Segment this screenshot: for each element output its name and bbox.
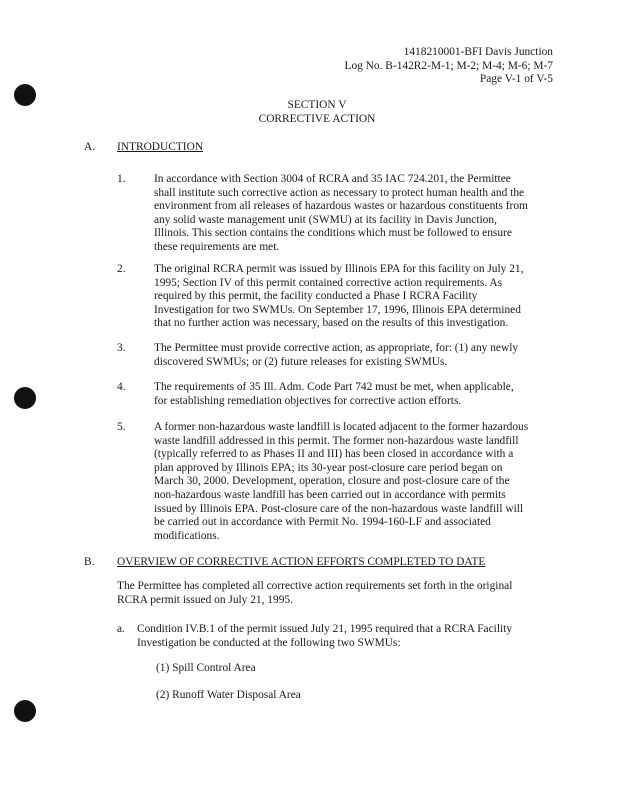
subitem-label: a. bbox=[117, 623, 125, 635]
item-number: 3. bbox=[117, 342, 126, 354]
list-item: In accordance with Section 3004 of RCRA and 35 IAC 724.201, the Permittee shall institute such corrective action as necessary to protect human health and the environment from all releases of hazardous wastes or hazardous constituents from any solid waste management unit (SWMU) at its facility in Davis Junction, Illinois. This section contains the conditions which must be followed to ensure these requirements are met. bbox=[154, 173, 528, 253]
item-number: 1. bbox=[117, 173, 126, 185]
list-item: The Permittee must provide corrective action, as appropriate, for: (1) any newly discovered SWMUs; or (2) future releases for existing SWMUs. bbox=[154, 342, 519, 368]
section-title bbox=[217, 99, 417, 126]
item-number: 2. bbox=[117, 263, 126, 275]
part-b-intro: The Permittee has completed all corrective action requirements set forth in the original RCRA permit issued on July 21, 1995. bbox=[117, 580, 513, 606]
part-b-label: B. bbox=[84, 556, 95, 568]
binder-hole-middle bbox=[14, 387, 36, 409]
swmu-item: (1) Spill Control Area bbox=[156, 662, 256, 674]
header-page-number: Page V-1 of V-5 bbox=[479, 73, 553, 86]
part-a-label: A. bbox=[84, 141, 96, 153]
subitem-text: Condition IV.B.1 of the permit issued July 21, 1995 required that a RCRA Facility Investigation be conducted at the following two SWMUs: bbox=[137, 623, 513, 649]
swmu-item: (2) Runoff Water Disposal Area bbox=[156, 689, 301, 701]
list-item: The original RCRA permit was issued by Illinois EPA for this facility on July 21, 1995; Section IV of this permit contained corrective action requirements. As required by this permit, the facility conducted a Phase I RCRA Facility Investigation for two SWMUs. On September 17, 1996, Illinois EPA determined that no further action was necessary, based on the results of this investigation. bbox=[154, 263, 524, 330]
section-name: CORRECTIVE ACTION bbox=[258, 112, 376, 125]
part-b-heading: OVERVIEW OF CORRECTIVE ACTION EFFORTS COMPLETED TO DATE bbox=[117, 556, 486, 568]
part-a-heading: INTRODUCTION bbox=[117, 141, 204, 153]
header-block bbox=[253, 46, 553, 87]
list-item: A former non-hazardous waste landfill is located adjacent to the former hazardous waste landfill addressed in this permit. The former non-hazardous waste landfill (typically referred to as Phases II and III) has been closed in accordance with a plan approved by Illinois EPA; its 30-year post-closure care period began on March 30, 2000. Development, operation, closure and post-closure care of the non-hazardous waste landfill has been carried out in accordance with permits issued by Illinois EPA. Post-closure care of the non-hazardous waste landfill will be carried out in accordance with Permit No. 1994-160-LF and associated modifications. bbox=[154, 421, 529, 542]
section-number: SECTION V bbox=[287, 99, 347, 111]
binder-hole-top bbox=[14, 84, 36, 106]
list-item: The requirements of 35 Ill. Adm. Code Part 742 must be met, when applicable, for establishing remediation objectives for corrective action efforts. bbox=[154, 381, 514, 407]
binder-hole-bottom bbox=[14, 700, 36, 722]
header-log-number: Log No. B-142R2-M-1; M-2; M-4; M-6; M-7 bbox=[344, 59, 553, 72]
header-permit-id: 1418210001-BFI Davis Junction bbox=[403, 46, 553, 58]
item-number: 5. bbox=[117, 421, 126, 433]
item-number: 4. bbox=[117, 381, 126, 393]
